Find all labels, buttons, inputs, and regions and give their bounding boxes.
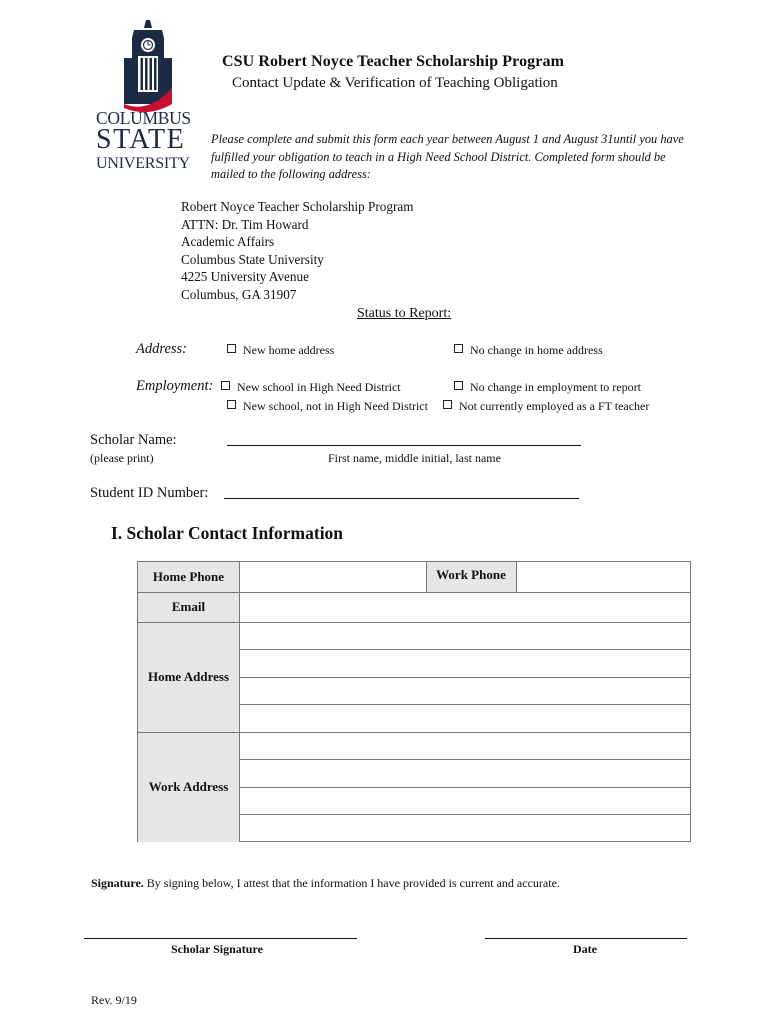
scholar-name-label: Scholar Name: <box>90 432 177 448</box>
form-subtitle: Contact Update & Verification of Teaching Obligation <box>232 75 558 91</box>
signature-statement <box>91 876 560 891</box>
home-address-label: Home Address <box>138 622 239 732</box>
scholar-name-field[interactable] <box>227 445 581 446</box>
logo-tm: TM <box>152 98 160 103</box>
table-divider <box>239 787 691 788</box>
checkbox[interactable] <box>227 344 236 353</box>
table-divider <box>239 677 691 678</box>
address-line: Academic Affairs <box>181 234 275 250</box>
scholar-signature-line[interactable] <box>84 938 357 939</box>
email-label: Email <box>138 592 239 622</box>
table-divider <box>239 759 691 760</box>
status-heading: Status to Report: <box>357 306 452 321</box>
student-id-label: Student ID Number: <box>90 485 209 501</box>
scholar-signature-label: Scholar Signature <box>171 942 263 956</box>
form-title: CSU Robert Noyce Teacher Scholarship Program <box>222 53 565 70</box>
checkbox[interactable] <box>221 381 230 390</box>
option-no-change-employment[interactable]: No change in employment to report <box>454 380 641 395</box>
checkbox[interactable] <box>443 400 452 409</box>
table-divider <box>516 562 517 592</box>
table-divider <box>138 732 691 733</box>
option-new-home-address[interactable]: New home address <box>227 343 334 358</box>
contact-info-table <box>137 561 691 842</box>
home-phone-label: Home Phone <box>138 562 239 592</box>
email-input[interactable] <box>239 592 691 622</box>
table-divider <box>239 814 691 815</box>
address-line: 4225 University Avenue <box>181 269 309 285</box>
address-line: Columbus State University <box>181 251 324 267</box>
table-divider <box>239 649 691 650</box>
table-divider <box>426 562 427 592</box>
signature-lead: Signature. <box>91 876 144 890</box>
address-line: ATTN: Dr. Tim Howard <box>181 216 309 232</box>
employment-status-label: Employment: <box>136 378 214 394</box>
checkbox[interactable] <box>454 344 463 353</box>
logo-line-university: UNIVERSITY <box>96 155 190 172</box>
logo-line-state: STATE <box>96 124 186 155</box>
columbus-state-logo <box>94 18 206 172</box>
work-phone-label: Work Phone <box>426 562 516 592</box>
home-phone-input[interactable] <box>239 562 426 592</box>
address-line: Columbus, GA 31907 <box>181 286 297 302</box>
address-line: Robert Noyce Teacher Scholarship Program <box>181 199 414 214</box>
mailing-address <box>181 198 413 304</box>
option-no-change-home-address[interactable]: No change in home address <box>454 343 603 358</box>
revision-note: Rev. 9/19 <box>91 993 137 1007</box>
option-new-school-high-need[interactable]: New school in High Need District <box>221 380 401 395</box>
please-print-note: (please print) <box>90 451 154 465</box>
date-line[interactable] <box>485 938 687 939</box>
option-new-school-not-high-need[interactable]: New school, not in High Need District <box>227 399 428 414</box>
logo-line-columbus: COLUMBUS <box>96 108 191 128</box>
signature-text: By signing below, I attest that the information I have provided is current and accurate. <box>143 876 560 890</box>
student-id-field[interactable] <box>224 498 579 499</box>
instructions-text: Please complete and submit this form each year between August 1 and August 31until you have fulfilled your obligation to teach in a High Need School District. Completed form should be mailed to the following address: <box>211 132 684 181</box>
table-divider <box>239 704 691 705</box>
scholar-name-hint: First name, middle initial, last name <box>328 451 501 465</box>
checkbox[interactable] <box>454 381 463 390</box>
table-divider <box>239 562 240 842</box>
table-divider <box>138 592 691 593</box>
work-phone-input[interactable] <box>516 562 691 592</box>
option-not-employed-ft[interactable]: Not currently employed as a FT teacher <box>443 399 649 414</box>
work-address-label: Work Address <box>138 732 239 842</box>
address-status-label: Address: <box>136 341 188 357</box>
section-title: I. Scholar Contact Information <box>111 523 344 543</box>
clock-tower-icon <box>94 18 206 118</box>
table-divider <box>138 622 691 623</box>
checkbox[interactable] <box>227 400 236 409</box>
date-label: Date <box>573 942 597 956</box>
